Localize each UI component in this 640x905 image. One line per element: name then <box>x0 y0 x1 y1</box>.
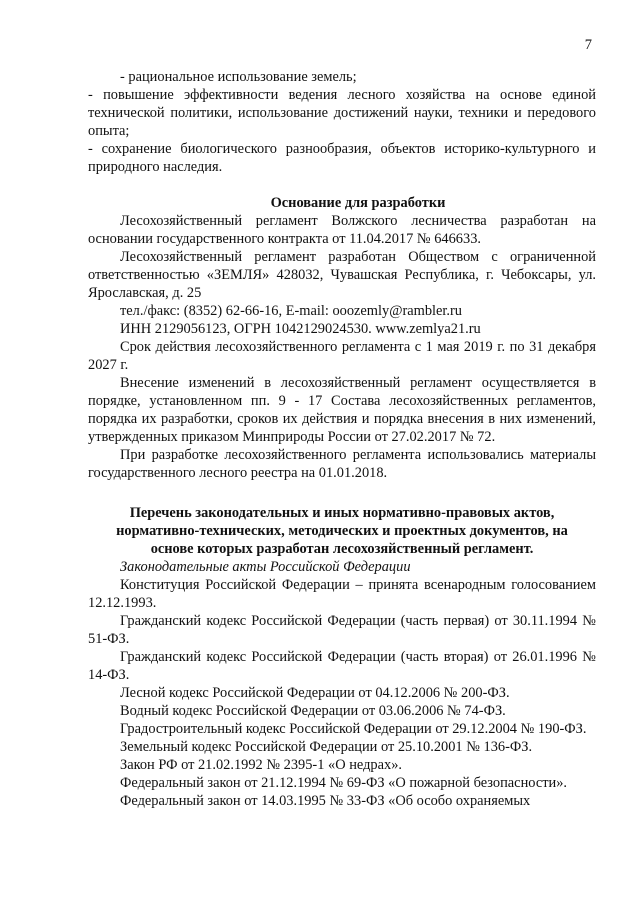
heading-line: основе которых разработан лесохозяйственный регламент. <box>150 541 534 557</box>
section-heading-acts-list <box>88 504 596 558</box>
list-item: Федеральный закон от 21.12.1994 № 69-ФЗ «О пожарной безопасности». <box>120 775 567 791</box>
heading-line: нормативно-технических, методических и проектных документов, на <box>116 523 568 539</box>
paragraph: Внесение изменений в лесохозяйственный регламент осуществляется в порядке, установленном пп. 9 - 17 Состава лесохозяйственных регламентов, порядка их разработки, сроков их действия и порядка внесения в них изменений, утвержденных приказом Минприроды России от 27.02.2017 № 72. <box>88 375 596 445</box>
list-item: Земельный кодекс Российской Федерации от 25.10.2001 № 136-ФЗ. <box>120 739 533 755</box>
bullet-item: - сохранение биологического разнообразия, объектов историко-культурного и природного наследия. <box>88 141 596 175</box>
page-content <box>88 68 596 810</box>
heading-line: Перечень законодательных и иных нормативно-правовых актов, <box>129 505 555 521</box>
list-item: Водный кодекс Российской Федерации от 03.06.2006 № 74-ФЗ. <box>120 703 506 719</box>
contact-line: тел./факс: (8352) 62-66-16, E-mail: ooozemly@rambler.ru <box>120 303 462 319</box>
page-number: 7 <box>584 37 592 53</box>
list-item: Федеральный закон от 14.03.1995 № 33-ФЗ «Об особо охраняемых <box>120 793 531 809</box>
list-item: Закон РФ от 21.02.1992 № 2395-1 «О недрах». <box>120 757 402 773</box>
bullet-item: - повышение эффективности ведения лесного хозяйства на основе единой технической политики, использование достижений науки, техники и передового опыта; <box>88 87 596 139</box>
list-item: Гражданский кодекс Российской Федерации (часть вторая) от 26.01.1996 № 14-ФЗ. <box>88 649 596 683</box>
bullet-item: - рациональное использование земель; <box>120 69 357 85</box>
list-item: Градостроительный кодекс Российской Федерации от 29.12.2004 № 190-ФЗ. <box>120 721 587 737</box>
registration-line: ИНН 2129056123, ОГРН 1042129024530. www.zemlya21.ru <box>120 321 481 337</box>
paragraph: Лесохозяйственный регламент Волжского лесничества разработан на основании государственного контракта от 11.04.2017 № 646633. <box>88 213 596 247</box>
paragraph: При разработке лесохозяйственного регламента использовались материалы государственного лесного реестра на 01.01.2018. <box>88 447 596 481</box>
section-heading-basis: Основание для разработки <box>270 195 446 211</box>
subheading-legislative-acts: Законодательные акты Российской Федерации <box>120 559 411 575</box>
paragraph: Срок действия лесохозяйственного регламента с 1 мая 2019 г. по 31 декабря 2027 г. <box>88 339 596 373</box>
list-item: Гражданский кодекс Российской Федерации (часть первая) от 30.11.1994 № 51-ФЗ. <box>88 613 596 647</box>
list-item: Лесной кодекс Российской Федерации от 04.12.2006 № 200-ФЗ. <box>120 685 510 701</box>
list-item: Конституция Российской Федерации – принята всенародным голосованием 12.12.1993. <box>88 577 596 611</box>
paragraph: Лесохозяйственный регламент разработан Обществом с ограниченной ответственностью «ЗЕМЛЯ» 428032, Чувашская Республика, г. Чебоксары, ул. Ярославская, д. 25 <box>88 249 596 301</box>
